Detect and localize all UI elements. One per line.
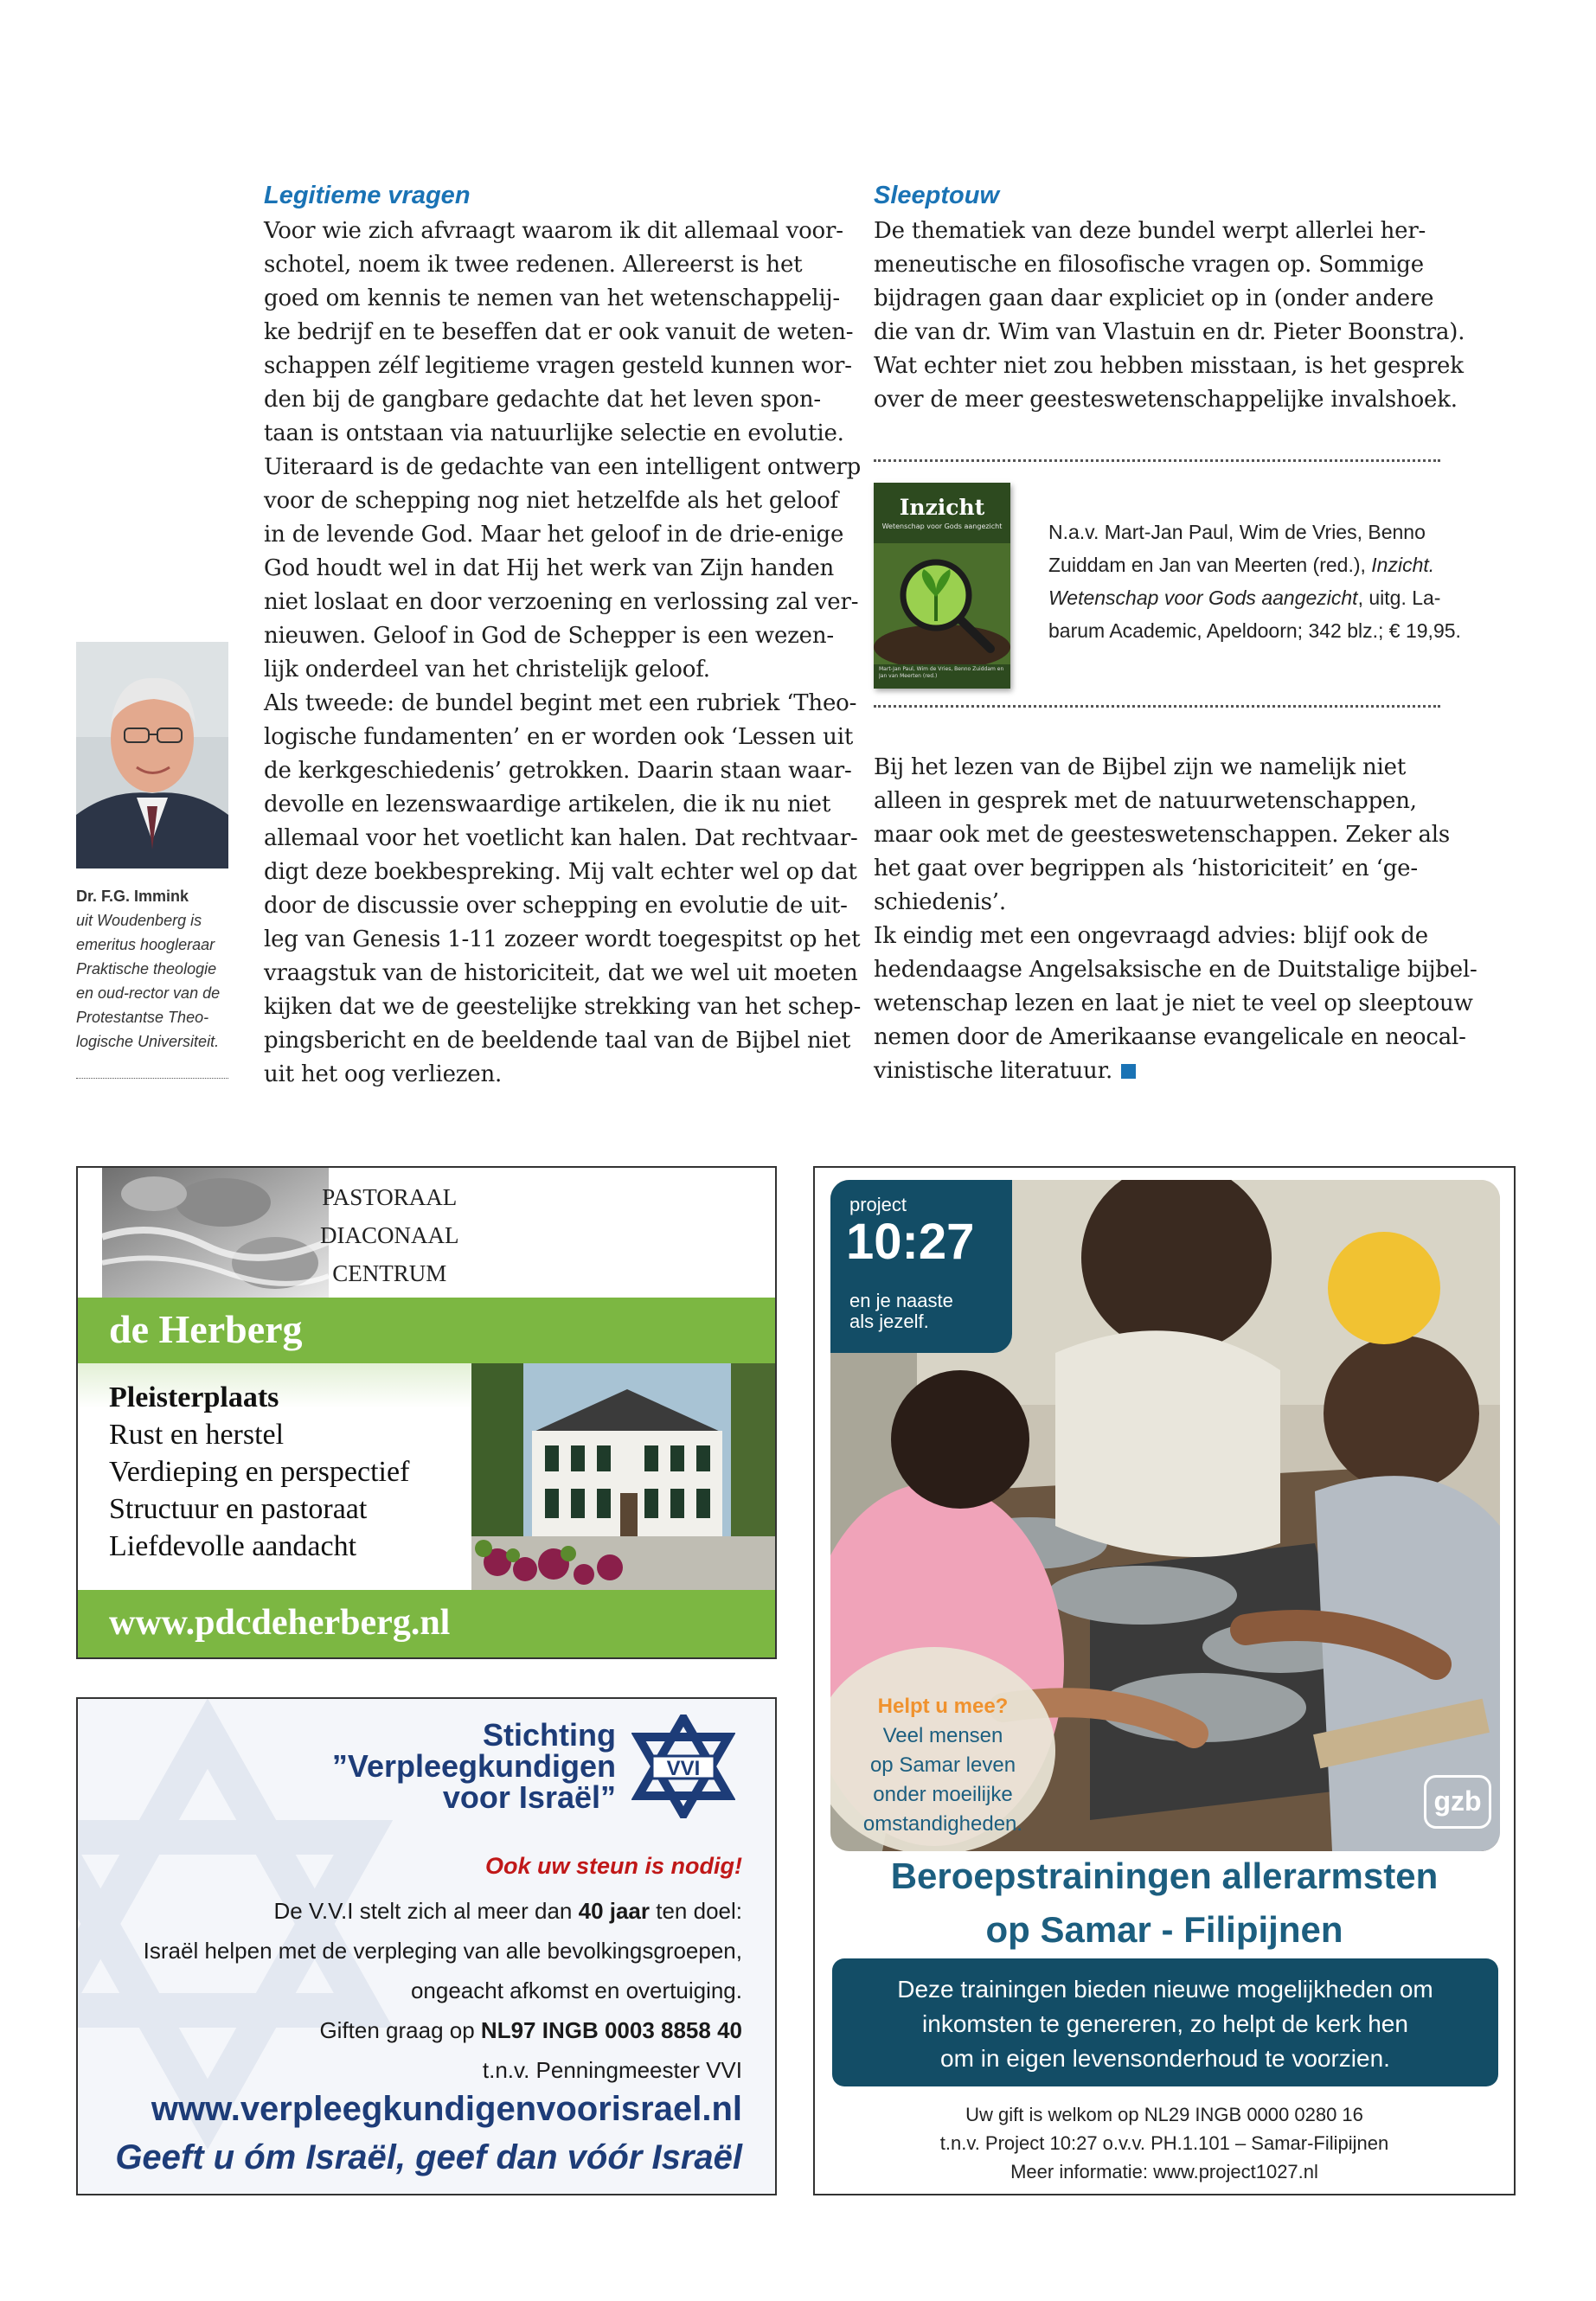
ref-line-2: Zuiddam en Jan van Meerten (red.), Inzicht.: [1048, 554, 1435, 576]
book-cover: [874, 483, 1010, 689]
text-line: maar ook met de geesteswetenschappen. Zeker als: [874, 822, 1451, 848]
herberg-item: Rust en herstel: [109, 1419, 285, 1451]
vvi-line: Israël helpen met de verpleging van alle bevolkingsgroepen,: [143, 1938, 742, 1964]
text-line: wetenschap lezen en laat je niet te veel op sleeptouw: [874, 990, 1473, 1016]
help-text: Helpt u mee? Veel mensen op Samar leven onder moeilijke omstandigheden.: [830, 1692, 1073, 1839]
vvi-line: De V.V.I stelt zich al meer dan 40 jaar ten doel:: [273, 1898, 742, 1924]
text-line: allemaal voor het voetlicht kan halen. Dat rechtvaar-: [264, 825, 858, 851]
herberg-item: Liefdevolle aandacht: [109, 1530, 357, 1562]
ref-line-1: N.a.v. Mart-Jan Paul, Wim de Vries, Benno: [1048, 521, 1426, 543]
book-cover-authors: Mart-Jan Paul, Wim de Vries, Benno Zuiddam en Jan van Meerten (red.): [879, 666, 1004, 679]
text-line: die van dr. Wim van Vlastuin en dr. Pieter Boonstra).: [874, 319, 1465, 345]
text-line: goed om kennis te nemen van het wetenschappelij-: [264, 285, 840, 311]
right-column-text-top: [874, 215, 1465, 417]
caption-divider: [76, 1078, 228, 1079]
author-photo: [76, 642, 228, 868]
text-line: schiedenis’.: [874, 889, 1006, 915]
book-cover-title: Inzicht: [899, 495, 985, 520]
text-line: alleen in gesprek met de natuurwetenschappen,: [874, 788, 1417, 814]
herberg-bold-line: Pleisterplaats: [109, 1381, 279, 1413]
project-tag: [830, 1180, 1012, 1353]
text-line: het gaat over begrippen als ‘historiciteit’ en ‘ge-: [874, 856, 1418, 881]
author-bio-line: uit Woudenberg is: [76, 912, 202, 929]
herberg-url-band: [78, 1590, 775, 1657]
heading-sleeptouw: Sleeptouw: [874, 182, 1000, 209]
project-footer-line: t.n.v. Project 10:27 o.v.v. PH.1.101 – Samar-Filipijnen: [939, 2132, 1389, 2154]
project-footer-line: Uw gift is welkom op NL29 INGB 0000 0280 16: [965, 2104, 1363, 2125]
vvi-url-link[interactable]: www.verpleegkundigenvoorisrael.nl: [151, 2090, 742, 2128]
divider-top: [874, 459, 1440, 462]
left-column-text: [264, 215, 861, 1092]
book-cover-subtitle: Wetenschap voor Gods aangezicht: [881, 522, 1003, 530]
herberg-name-band: [78, 1298, 775, 1363]
text-line: schotel, noem ik twee redenen. Allereerst is het: [264, 252, 803, 278]
text-line: Wat echter niet zou hebben misstaan, is het gesprek: [874, 353, 1464, 379]
herberg-url-link[interactable]: www.pdcdeherberg.nl: [109, 1603, 451, 1643]
author-bio-line: emeritus hoogleraar: [76, 936, 215, 953]
vvi-appeal: Ook uw steun is nodig!: [485, 1853, 742, 1879]
text-line: de kerkgeschiedenis’ getrokken. Daarin staan waar-: [264, 758, 852, 784]
text-line: De thematiek van deze bundel werpt allerlei her-: [874, 218, 1426, 244]
text-line: Als tweede: de bundel begint met een rubriek ‘Theo-: [264, 690, 857, 716]
text-line: kijken dat we de geestelijke strekking van het schep-: [264, 994, 862, 1020]
herberg-list: [109, 1379, 409, 1565]
project-photo: [830, 1180, 1500, 1851]
project-tag-small: project: [849, 1194, 907, 1215]
text-line: vraagstuk van de historiciteit, dat we wel uit moeten: [264, 960, 858, 986]
author-bio-line: en oud-rector van de: [76, 984, 221, 1002]
vvi-star-of-david-logo: [631, 1715, 735, 1818]
ad-vvi: [76, 1697, 777, 2195]
text-line: den bij de gangbare gedachte dat het leven spon-: [264, 387, 822, 413]
project-footer: [815, 2100, 1514, 2186]
text-line: meneutische en filosofische vragen op. Sommige: [874, 252, 1424, 278]
vvi-body: [78, 1891, 742, 2090]
ad-de-herberg: [76, 1166, 777, 1659]
text-line: lijk onderdeel van het christelijk geloof.: [264, 657, 710, 683]
text-line: Uiteraard is de gedachte van een intelligent ontwerp: [264, 454, 862, 480]
ad-project-1027: [813, 1166, 1516, 2195]
text-line: in de levende God. Maar het geloof in de drie-enige: [264, 522, 844, 548]
book-reference: [1048, 516, 1461, 647]
stream-stones-image: [102, 1168, 329, 1298]
author-bio-line: Praktische theologie: [76, 960, 217, 977]
ref-line-4: barum Academic, Apeldoorn; 342 blz.; € 19,95.: [1048, 619, 1461, 642]
text-line: nemen door de Amerikaanse evangelicale en neocal-: [874, 1024, 1466, 1050]
project-info-box: [832, 1958, 1498, 2086]
project-footer-link[interactable]: Meer informatie: www.project1027.nl: [1010, 2161, 1318, 2182]
text-line: God houdt wel in dat Hij het werk van Zijn handen: [264, 555, 835, 581]
text-line: hedendaagse Angelsaksische en de Duitstalige bijbel-: [874, 957, 1477, 983]
gzb-logo: gzb: [1424, 1775, 1491, 1829]
text-line: Bij het lezen van de Bijbel zijn we namelijk niet: [874, 754, 1407, 780]
text-line: niet loslaat en door verzoening en verlossing zal ver-: [264, 589, 859, 615]
vvi-line: t.n.v. Penningmeester VVI: [482, 2057, 742, 2083]
vvi-line: ongeacht afkomst en overtuiging.: [410, 1977, 742, 2003]
text-line: digt deze boekbespreking. Mij valt echter wel op dat: [264, 859, 857, 885]
right-column-text-bottom: [874, 751, 1477, 1088]
text-line: bijdragen gaan daar expliciet op in (onder andere: [874, 285, 1434, 311]
text-line: door de discussie over schepping en evolutie de uit-: [264, 893, 848, 919]
text-line: uit het oog verliezen.: [264, 1061, 503, 1087]
project-title: Beroepstrainingen allerarmsten op Samar - Filipijnen: [890, 1856, 1439, 1950]
text-line: schappen zélf legitieme vragen gesteld kunnen wor-: [264, 353, 852, 379]
divider-bottom: [874, 705, 1440, 708]
herberg-name: de Herberg: [109, 1307, 303, 1351]
author-caption: [76, 884, 228, 1054]
ref-line-3: Wetenschap voor Gods aangezicht, uitg. La-: [1048, 586, 1441, 609]
text-line: logische fundamenten’ en er worden ook ‘Lessen uit: [264, 724, 854, 750]
magnifier-sprout-icon: [874, 543, 1010, 664]
help-title: Helpt u mee?: [877, 1695, 1009, 1718]
herberg-item: Verdieping en perspectief: [109, 1456, 410, 1488]
manor-house-image: [471, 1363, 775, 1590]
herberg-item: Structuur en pastoraat: [109, 1493, 368, 1525]
text-line: Ik eindig met een ongevraagd advies: blijf ook de: [874, 923, 1428, 949]
author-portrait-image: [76, 642, 228, 868]
heading-legitieme-vragen: Legitieme vragen: [264, 182, 471, 209]
text-line: pingsbericht en de beeldende taal van de Bijbel niet: [264, 1028, 851, 1054]
vvi-title: Stichting ”Verpleegkundigen voor Israël”: [331, 1717, 616, 1815]
vvi-logo-text: VVI: [666, 1757, 701, 1780]
text-line: ke bedrijf en te beseffen dat er ook vanuit de weten-: [264, 319, 854, 345]
project-info-text: Deze trainingen bieden nieuwe mogelijkheden om inkomsten te genereren, zo helpt de kerk hen om in eigen levensonderhoud te voorzien.: [897, 1976, 1433, 2072]
project-tag-number: 10:27: [846, 1214, 975, 1270]
text-line: vinistische literatuur.: [874, 1054, 1477, 1088]
author-bio-line: logische Universiteit.: [76, 1033, 220, 1050]
text-line: leg van Genesis 1-11 zozeer wordt toegespitst op het: [264, 926, 861, 952]
author-bio-line: Protestantse Theo-: [76, 1009, 209, 1026]
author-name: Dr. F.G. Immink: [76, 888, 189, 905]
text-line: devolle en lezenswaardige artikelen, die ik nu niet: [264, 792, 831, 817]
text-line: over de meer geesteswetenschappelijke invalshoek.: [874, 387, 1458, 413]
vvi-line: Giften graag op NL97 INGB 0003 8858 40: [319, 2017, 742, 2043]
text-line: voor de schepping nog niet hetzelfde als het geloof: [264, 488, 838, 514]
end-mark-icon: [1121, 1064, 1136, 1079]
vvi-slogan: Geeft u óm Israël, geef dan vóór Israël: [115, 2138, 742, 2176]
text-line: nieuwen. Geloof in God de Schepper is een wezen-: [264, 623, 834, 649]
centre-label: PASTORAAL DIACONAAL CENTRUM: [320, 1184, 459, 1286]
text-line: taan is ontstaan via natuurlijke selectie en evolutie.: [264, 420, 844, 446]
project-tag-sub: en je naaste als jezelf.: [849, 1290, 953, 1332]
text-line: Voor wie zich afvraagt waarom ik dit allemaal voor-: [264, 218, 843, 244]
